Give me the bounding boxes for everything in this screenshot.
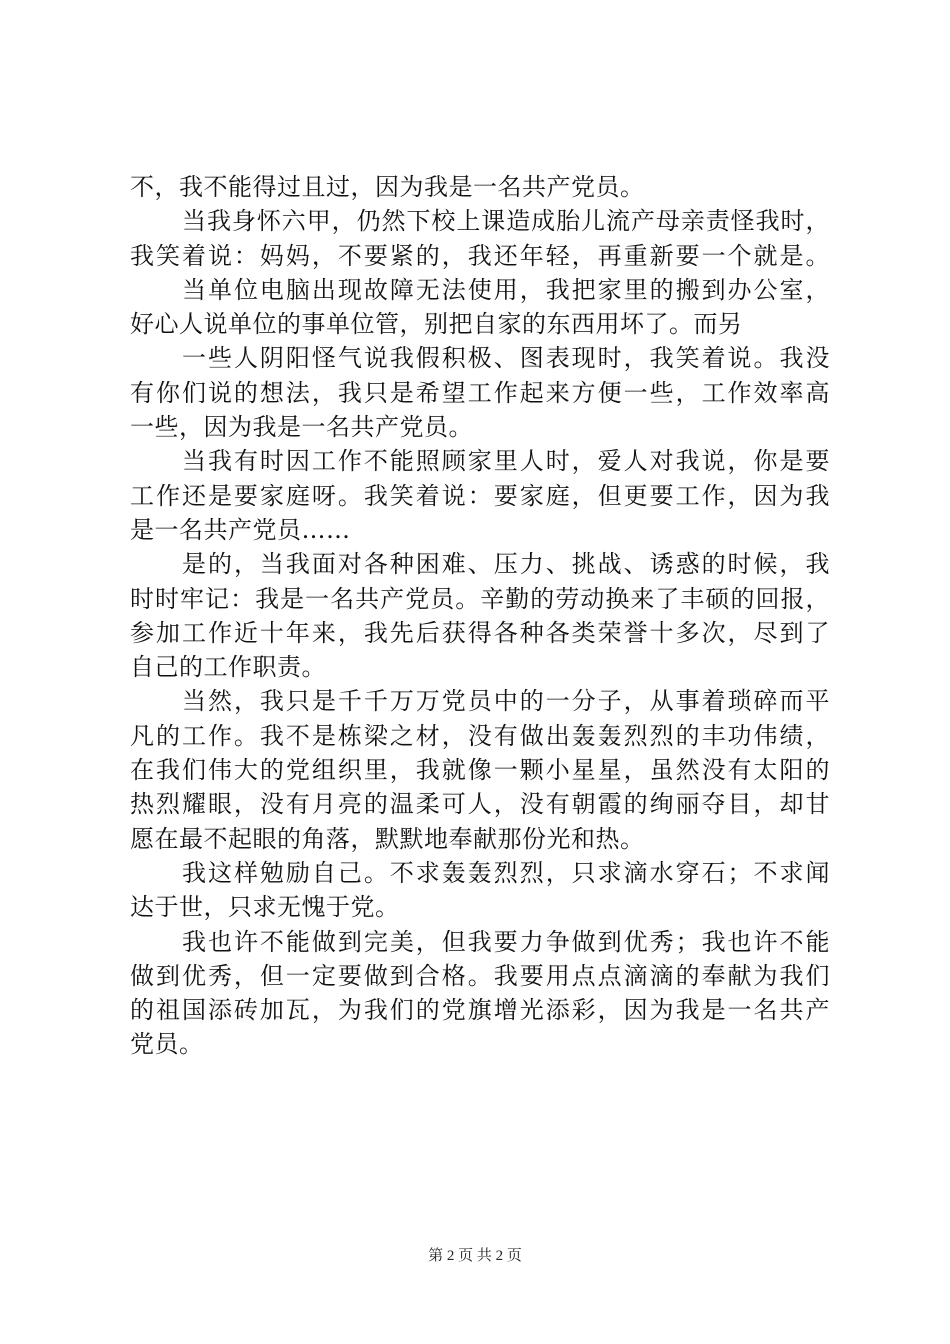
text-line: 是一名共产党员…… [130, 515, 351, 544]
text-line: 当我身怀六甲，仍然下校上课造成胎儿流产母亲责怪我时， [182, 207, 830, 236]
text-line: 我这样勉励自己。不求轰轰烈烈，只求滴水穿石；不求闻 [182, 858, 830, 887]
text-line: 工作还是要家庭呀。我笑着说：要家庭，但更要工作，因为我 [130, 481, 830, 510]
text-line: 有你们说的想法，我只是希望工作起来方便一些，工作效率高 [130, 378, 830, 407]
text-line: 当单位电脑出现故障无法使用，我把家里的搬到办公室， [182, 275, 830, 304]
text-line: 在我们伟大的党组织里，我就像一颗小星星，虽然没有太阳的 [130, 756, 830, 785]
text-line: 一些，因为我是一名共产党员。 [130, 413, 473, 442]
document-body [130, 170, 830, 1062]
text-line: 一些人阴阳怪气说我假积极、图表现时，我笑着说。我没 [182, 344, 830, 373]
page-number-footer: 第 2 页 共 2 页 [428, 1248, 522, 1264]
text-line: 是的，当我面对各种困难、压力、挑战、诱惑的时候，我 [182, 550, 830, 579]
text-line: 凡的工作。我不是栋梁之材，没有做出轰轰烈烈的丰功伟绩， [130, 721, 830, 750]
text-line: 当然，我只是千千万万党员中的一分子，从事着琐碎而平 [182, 687, 830, 716]
text-line: 党员。 [130, 1030, 204, 1059]
text-line: 热烈耀眼，没有月亮的温柔可人，没有朝霞的绚丽夺目，却甘 [130, 790, 830, 819]
text-line: 参加工作近十年来，我先后获得各种各类荣誉十多次，尽到了 [130, 618, 830, 647]
text-line: 自己的工作职责。 [130, 653, 326, 682]
text-line: 达于世，只求无愧于党。 [130, 893, 400, 922]
text-line: 的祖国添砖加瓦，为我们的党旗增光添彩，因为我是一名共产 [130, 996, 830, 1025]
text-line: 做到优秀，但一定要做到合格。我要用点点滴滴的奉献为我们 [130, 961, 830, 990]
text-line: 不，我不能得过且过，因为我是一名共产党员。 [130, 173, 645, 201]
text-line: 好心人说单位的事单位管，别把自家的东西用坏了。而另 [130, 310, 743, 339]
text-line: 时时牢记：我是一名共产党员。辛勤的劳动换来了丰硕的回报， [130, 584, 830, 613]
text-line: 愿在最不起眼的角落，默默地奉献那份光和热。 [130, 824, 645, 853]
text-line: 当我有时因工作不能照顾家里人时，爱人对我说，你是要 [182, 447, 830, 476]
text-line: 我也许不能做到完美，但我要力争做到优秀；我也许不能 [182, 927, 830, 956]
text-line: 我笑着说：妈妈，不要紧的，我还年轻，再重新要一个就是。 [130, 241, 830, 270]
